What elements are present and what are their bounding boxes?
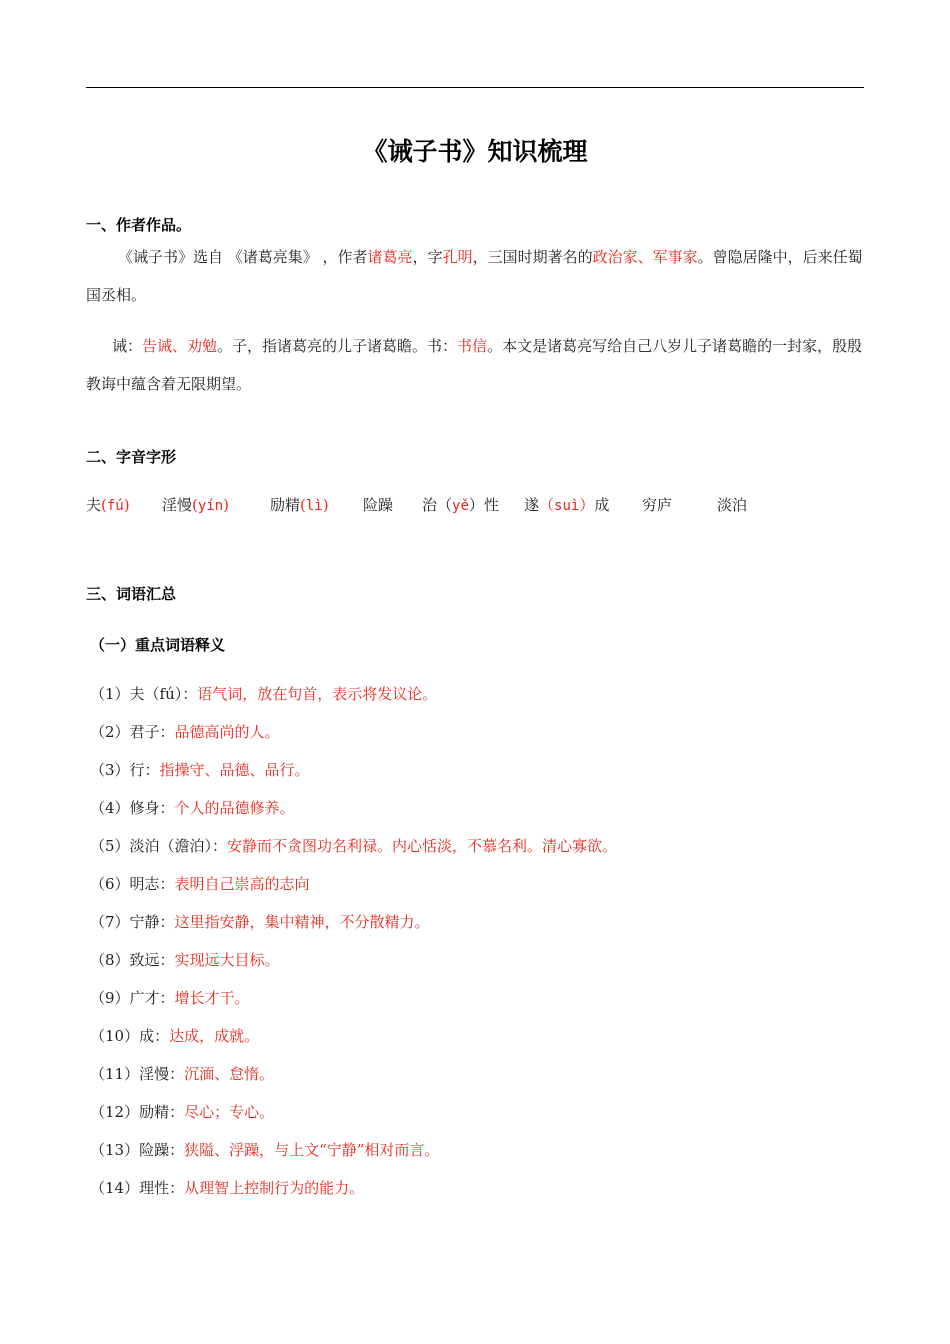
author-role: 政治家、军事家: [592, 248, 698, 266]
author-name: 诸葛亮: [367, 248, 413, 266]
definition-item: （13）险躁：狭隘、浮躁，与上文“宁静”相对而言。: [90, 1141, 440, 1159]
jie-meaning: 告诫、劝勉: [142, 337, 218, 355]
word-item: 励精(lì): [270, 496, 329, 514]
definition-list: [90, 680, 617, 1212]
word-item: 淡泊: [717, 496, 748, 514]
courtesy-name: 孔明: [442, 248, 473, 266]
definition-item: （5）淡泊（澹泊）：安静而不贪图功名利禄。内心恬淡，不慕名利。清心寡欲。: [90, 837, 618, 855]
header-rule: [86, 87, 864, 88]
section3-subheading: （一）重点词语释义: [90, 636, 226, 654]
definition-item: （6）明志：表明自己崇高的志向: [90, 875, 310, 893]
word-item: 淫慢(yín): [162, 496, 230, 514]
word-item: 遂（suì）成: [524, 496, 610, 514]
definition-item: （11）淫慢：沉湎、怠惰。: [90, 1065, 275, 1083]
definition-item: （7）宁静：这里指安静，集中精神，不分散精力。: [90, 913, 430, 931]
definition-item: （2）君子：品德高尚的人。: [90, 723, 280, 741]
word-item: 险躁: [363, 496, 394, 514]
section1-heading: 一、作者作品。: [86, 216, 192, 234]
title-explanation-paragraph: 诫：告诫、劝勉。子，指诸葛亮的儿子诸葛瞻。书：书信。本文是诸葛亮写给自己八岁儿子诸葛瞻的一封家，殷殷教诲中蕴含着无限期望。: [86, 337, 863, 393]
word-item: 治（yě）性: [422, 496, 499, 514]
definition-item: （12）励精：尽心；专心。: [90, 1103, 275, 1121]
definition-item: （4）修身：个人的品德修养。: [90, 799, 295, 817]
definition-item: （14）理性：从理智上控制行为的能力。: [90, 1179, 365, 1197]
definition-item: （10）成：达成，成就。: [90, 1027, 260, 1045]
author-paragraph: 《诫子书》选自 《诸葛亮集》 ，作者诸葛亮，字孔明，三国时期著名的政治家、军事家。曾隐居隆中，后来任蜀国丞相。: [86, 248, 863, 304]
definition-item: （9）广才：增长才干。: [90, 989, 250, 1007]
section3-heading: 三、词语汇总: [86, 585, 177, 603]
definition-item: （8）致远：实现远大目标。: [90, 951, 280, 969]
word-item: 穷庐: [642, 496, 673, 514]
section2-heading: 二、字音字形: [86, 448, 177, 466]
definition-item: （3）行：指操守、品德、品行。: [90, 761, 310, 779]
word-item: 夫(fú): [86, 496, 130, 514]
shu-meaning: 书信: [457, 337, 488, 355]
page-title: 《诫子书》知识梳理: [362, 137, 588, 166]
definition-item: （1）夫（fú）：语气词，放在句首，表示将发议论。: [90, 685, 438, 703]
